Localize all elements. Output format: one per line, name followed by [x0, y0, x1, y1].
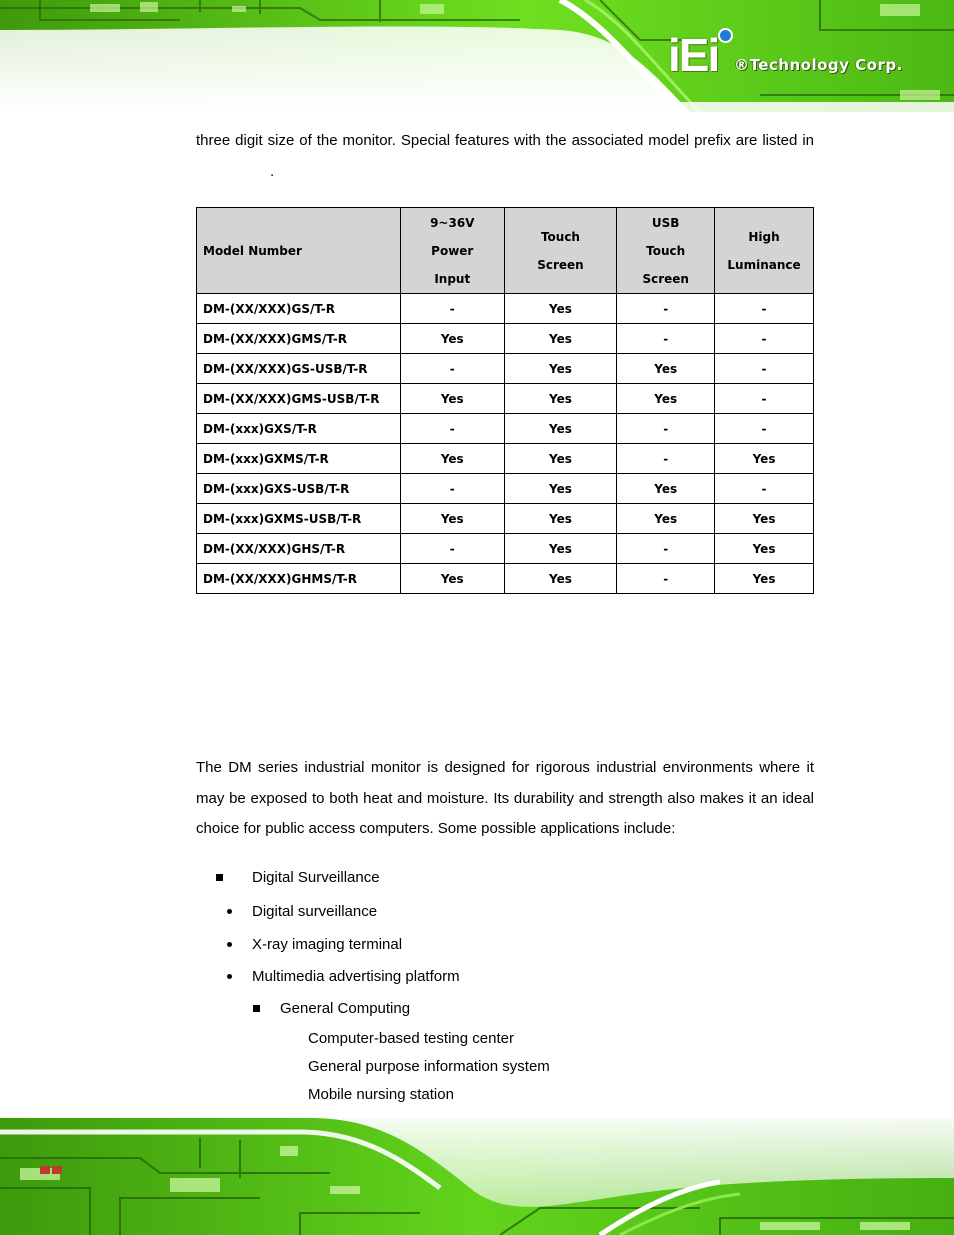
feature-cell: -: [617, 324, 715, 354]
feature-cell: Yes: [504, 414, 617, 444]
column-header-line: 9~36V: [430, 215, 475, 230]
feature-cell: Yes: [400, 564, 504, 594]
company-logo: [668, 24, 918, 84]
feature-cell: Yes: [400, 384, 504, 414]
table-body: [197, 294, 814, 594]
feature-cell: -: [715, 384, 814, 414]
feature-cell: Yes: [504, 294, 617, 324]
model-number-cell: DM-(XX/XXX)GS/T-R: [197, 294, 401, 324]
round-bullet-icon: [227, 942, 232, 947]
column-header-line: USB: [651, 215, 680, 230]
list-item: Mobile nursing station: [308, 1086, 454, 1103]
column-header-line: Touch: [540, 229, 580, 244]
table-row: [197, 504, 814, 534]
feature-cell: -: [617, 564, 715, 594]
table-row: [197, 414, 814, 444]
feature-cell: Yes: [715, 504, 814, 534]
list-item: General purpose information system: [308, 1058, 550, 1075]
list-item: Computer-based testing center: [308, 1030, 514, 1047]
table-row: [197, 444, 814, 474]
circuit-board-footer-graphic: [0, 1118, 954, 1235]
column-header-line: Power: [431, 243, 474, 258]
table-row: [197, 564, 814, 594]
column-header: [617, 208, 715, 294]
feature-cell: -: [715, 414, 814, 444]
feature-cell: Yes: [504, 534, 617, 564]
feature-cell: Yes: [617, 504, 715, 534]
applications-paragraph: The DM series industrial monitor is designed for rigorous industrial environments where it may be exposed to both heat and moisture. Its durability and strength also makes it an ideal choice for public access computers. Some possible applications include:: [196, 759, 814, 837]
column-header: [715, 208, 814, 294]
feature-cell: -: [617, 414, 715, 444]
feature-cell: Yes: [504, 324, 617, 354]
feature-cell: Yes: [617, 354, 715, 384]
feature-cell: Yes: [715, 444, 814, 474]
feature-cell: Yes: [400, 444, 504, 474]
column-header: [504, 208, 617, 294]
table-row: [197, 474, 814, 504]
column-header-line: High: [748, 229, 780, 244]
model-number-cell: DM-(xxx)GXS/T-R: [197, 414, 401, 444]
list-item: X-ray imaging terminal: [252, 936, 403, 953]
model-number-cell: DM-(xxx)GXMS-USB/T-R: [197, 504, 401, 534]
feature-cell: -: [400, 534, 504, 564]
table-header-row: [197, 208, 814, 294]
model-number-cell: DM-(XX/XXX)GMS/T-R: [197, 324, 401, 354]
table-row: [197, 534, 814, 564]
feature-cell: -: [715, 354, 814, 384]
feature-cell: Yes: [504, 444, 617, 474]
column-header-model-number: [197, 208, 401, 294]
list-item: Multimedia advertising platform: [252, 968, 460, 985]
logo-text: ®Technology Corp.: [734, 56, 903, 74]
model-number-cell: DM-(XX/XXX)GHS/T-R: [197, 534, 401, 564]
feature-cell: Yes: [504, 504, 617, 534]
feature-cell: -: [617, 294, 715, 324]
intro-paragraph: [196, 126, 814, 187]
feature-cell: Yes: [617, 384, 715, 414]
footer-banner: [0, 1118, 954, 1235]
table-row: [197, 384, 814, 414]
feature-cell: Yes: [504, 474, 617, 504]
round-bullet-icon: [227, 909, 232, 914]
column-header-line: Touch: [646, 243, 686, 258]
table-row: [197, 324, 814, 354]
header-banner: [0, 0, 954, 112]
column-header-line: Input: [434, 271, 471, 286]
model-number-cell: DM-(xxx)GXMS/T-R: [197, 444, 401, 474]
feature-cell: -: [715, 294, 814, 324]
model-number-cell: DM-(XX/XXX)GMS-USB/T-R: [197, 384, 401, 414]
list-item: Digital surveillance: [252, 903, 378, 920]
list-item: Digital Surveillance: [252, 869, 380, 886]
column-header-line: Model Number: [203, 243, 302, 258]
square-bullet-icon: [253, 1005, 260, 1012]
model-number-cell: DM-(xxx)GXS-USB/T-R: [197, 474, 401, 504]
feature-cell: Yes: [400, 324, 504, 354]
feature-cell: Yes: [504, 384, 617, 414]
feature-cell: Yes: [504, 354, 617, 384]
feature-cell: -: [617, 534, 715, 564]
feature-cell: Yes: [715, 564, 814, 594]
feature-cell: -: [617, 444, 715, 474]
table-row: [197, 354, 814, 384]
feature-cell: Yes: [400, 504, 504, 534]
feature-cell: Yes: [504, 564, 617, 594]
feature-cell: Yes: [715, 534, 814, 564]
feature-cell: -: [715, 474, 814, 504]
column-header-line: Screen: [537, 257, 584, 272]
feature-cell: -: [400, 414, 504, 444]
feature-cell: -: [400, 474, 504, 504]
feature-cell: -: [400, 354, 504, 384]
feature-cell: -: [715, 324, 814, 354]
model-features-table: [196, 207, 814, 594]
round-bullet-icon: [227, 974, 232, 979]
model-number-cell: DM-(XX/XXX)GS-USB/T-R: [197, 354, 401, 384]
column-header-line: Luminance: [727, 257, 801, 272]
table-row: [197, 294, 814, 324]
model-number-cell: DM-(XX/XXX)GHMS/T-R: [197, 564, 401, 594]
list-item: General Computing: [280, 1000, 411, 1017]
column-header: [400, 208, 504, 294]
feature-cell: Yes: [617, 474, 715, 504]
logo-mark: iEi: [668, 29, 719, 81]
logo-dot-icon: [718, 28, 733, 43]
column-header-line: Screen: [642, 271, 689, 286]
square-bullet-icon: [216, 874, 223, 881]
feature-cell: -: [400, 294, 504, 324]
intro-tail: .: [270, 162, 275, 180]
intro-text: three digit size of the monitor. Special features with the associated model prefix are listed in: [196, 132, 814, 149]
